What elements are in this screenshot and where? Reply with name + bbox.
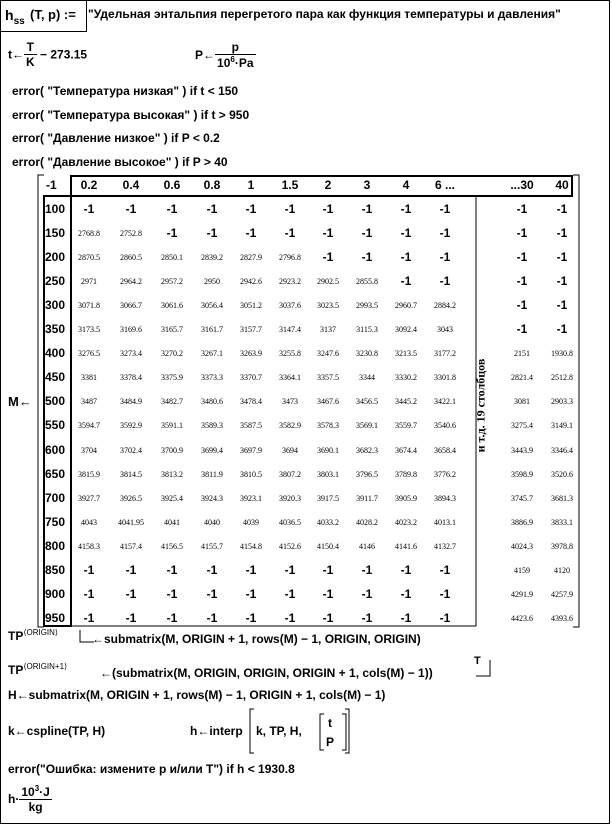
matrix-cell: -1 bbox=[206, 202, 218, 216]
matrix-cell: 3092.4 bbox=[395, 325, 417, 335]
matrix-cell: -1 bbox=[322, 250, 334, 265]
interp-vec-p: P bbox=[326, 735, 335, 749]
matrix-cell: 3161.7 bbox=[201, 325, 223, 335]
result-line[interactable]: h· $\frac{10^3\cdot J}{kg}$ bbox=[8, 784, 50, 814]
matrix-cell: 3177.2 bbox=[434, 349, 456, 359]
matrix-cell: 2964.2 bbox=[120, 277, 142, 287]
matrix-cell: 3789.8 bbox=[395, 469, 417, 479]
matrix-cell: -1 bbox=[166, 562, 178, 577]
matrix-cell: 3330.2 bbox=[395, 373, 417, 383]
matrix-header-cell: 0.8 bbox=[203, 178, 221, 192]
matrix-cell: -1 bbox=[439, 250, 451, 265]
matrix-row-temp: 600 bbox=[45, 442, 66, 457]
matrix-cell: 3924.3 bbox=[201, 493, 223, 503]
matrix-cell: -1 bbox=[516, 202, 528, 216]
matrix-cell: -1 bbox=[400, 226, 412, 241]
matrix-row-temp: 400 bbox=[45, 346, 66, 361]
matrix-cell: -1 bbox=[322, 562, 334, 577]
interp-vec-t: t bbox=[328, 716, 332, 730]
matrix-cell: 2839.2 bbox=[201, 253, 223, 263]
matrix-cell: 3569.1 bbox=[356, 421, 378, 431]
matrix-cell: -1 bbox=[284, 586, 296, 601]
matrix-cell: -1 bbox=[125, 610, 137, 625]
matrix-cell: 3473 bbox=[282, 397, 298, 407]
matrix-cell: 3810.5 bbox=[240, 469, 262, 479]
matrix-cell: 3165.7 bbox=[161, 325, 183, 335]
matrix-cell: 3443.9 bbox=[511, 445, 533, 455]
matrix-cell: 3056.4 bbox=[201, 301, 223, 311]
matrix-cell: 3694 bbox=[282, 445, 298, 455]
matrix-cell: 4023.2 bbox=[395, 517, 417, 527]
matrix-cell: -1 bbox=[516, 226, 528, 241]
error-pressure-low[interactable]: error( "Давление низкое" ) if P < 0.2 bbox=[12, 131, 220, 145]
matrix-cell: 4040 bbox=[204, 517, 220, 527]
matrix-cell: -1 bbox=[516, 274, 528, 289]
matrix-cell: -1 bbox=[361, 610, 373, 625]
matrix-cell: -1 bbox=[439, 610, 451, 625]
matrix-cell: -1 bbox=[400, 250, 412, 265]
matrix-cell: 3051.2 bbox=[240, 301, 262, 311]
matrix-cell: 3263.9 bbox=[240, 349, 262, 359]
matrix-row-temp: 550 bbox=[45, 418, 66, 433]
matrix-cell: 3346.4 bbox=[551, 445, 573, 455]
matrix-cell: 4152.6 bbox=[279, 541, 301, 551]
matrix-cell: 2870.5 bbox=[78, 253, 100, 263]
matrix-cell: 3520.6 bbox=[551, 469, 573, 479]
matrix-cell: 3061.6 bbox=[161, 301, 183, 311]
matrix-cell: 3267.1 bbox=[201, 349, 223, 359]
matrix-cell: 3578.3 bbox=[317, 421, 339, 431]
matrix-row-temp: 350 bbox=[45, 322, 66, 337]
matrix-cell: 3813.2 bbox=[161, 469, 183, 479]
matrix-cell: 3559.7 bbox=[395, 421, 417, 431]
matrix-row-temp: 450 bbox=[45, 370, 66, 385]
matrix-cell: 4150.4 bbox=[317, 541, 339, 551]
matrix-cell: 3811.9 bbox=[201, 469, 223, 479]
matrix-cell: 4120 bbox=[554, 565, 570, 575]
matrix-cell: 2850.1 bbox=[161, 253, 183, 263]
matrix-cell: 3467.6 bbox=[317, 397, 339, 407]
matrix-cell: -1 bbox=[400, 202, 412, 216]
matrix-cell: 4036.5 bbox=[279, 517, 301, 527]
matrix-row-temp: 500 bbox=[45, 394, 66, 409]
matrix-cell: 4393.6 bbox=[551, 613, 573, 623]
matrix-cell: 1930.8 bbox=[551, 349, 573, 359]
matrix-cell: -1 bbox=[322, 202, 334, 216]
matrix-cell: 3066.7 bbox=[120, 301, 142, 311]
matrix-cell: -1 bbox=[245, 562, 257, 577]
matrix-cell: 3484.9 bbox=[120, 397, 142, 407]
matrix-cell: 3043 bbox=[437, 325, 453, 335]
matrix-cell: 3023.5 bbox=[317, 301, 339, 311]
matrix-cell: -1 bbox=[83, 610, 95, 625]
function-title: "Удельная энтальпия перегретого пара как функция температуры и давления" bbox=[88, 7, 561, 21]
matrix-cell: 3833.1 bbox=[551, 517, 573, 527]
matrix-cell: 2971 bbox=[81, 277, 97, 287]
matrix-cell: 3375.9 bbox=[161, 373, 183, 383]
t-assignment[interactable]: t← $\frac{T}{K}$ − 273.15 bbox=[8, 40, 88, 69]
matrix-cell: 3926.5 bbox=[120, 493, 142, 503]
error-h-line[interactable]: error("Ошибка: измените р и/или Т") if h < 1930.8 bbox=[8, 762, 295, 776]
matrix-cell: -1 bbox=[206, 562, 218, 577]
error-temp-low[interactable]: error( "Температура низкая" ) if t < 150 bbox=[12, 84, 239, 98]
matrix-cell: 2827.9 bbox=[240, 253, 262, 263]
matrix-cell: 3157.7 bbox=[240, 325, 262, 335]
matrix-cell: 3925.4 bbox=[161, 493, 183, 503]
matrix-cell: 3700.9 bbox=[161, 445, 183, 455]
matrix-cell: 2821.4 bbox=[511, 373, 533, 383]
matrix-cell: 3301.8 bbox=[434, 373, 456, 383]
matrix-cell: -1 bbox=[556, 226, 568, 241]
matrix-cell: 3445.2 bbox=[395, 397, 417, 407]
matrix-cell: 2960.7 bbox=[395, 301, 417, 311]
matrix-cell: 3594.7 bbox=[78, 421, 100, 431]
matrix-row-temp: 950 bbox=[45, 610, 66, 625]
interp-args: k, TP, H, bbox=[256, 724, 302, 738]
matrix-row-temp: 750 bbox=[45, 514, 66, 529]
matrix-cell: 3381 bbox=[81, 373, 97, 383]
matrix-cell: -1 bbox=[166, 610, 178, 625]
matrix-cell: 3173.5 bbox=[78, 325, 100, 335]
matrix-row-temp: 200 bbox=[45, 250, 66, 265]
p-assignment[interactable]: P← $\frac{p}{10^6\cdot Pa}$ bbox=[195, 40, 254, 70]
matrix-row-temp: 800 bbox=[45, 538, 66, 553]
matrix-cell: 4028.2 bbox=[356, 517, 378, 527]
k-cspline-line[interactable]: k←cspline(TP, H) bbox=[8, 724, 106, 738]
matrix-cell: 3422.1 bbox=[434, 397, 456, 407]
transpose-arrow bbox=[470, 660, 496, 682]
matrix-cell: 2796.8 bbox=[279, 253, 301, 263]
matrix-cell: 3540.6 bbox=[434, 421, 456, 431]
matrix-header-cell: 6 ... bbox=[434, 178, 455, 192]
columns-note-text: и т.д. 19 столбцов bbox=[473, 358, 488, 453]
matrix-cell: -1 bbox=[439, 586, 451, 601]
matrix-cell: 3378.4 bbox=[120, 373, 142, 383]
matrix-cell: 3247.6 bbox=[317, 349, 339, 359]
h-submatrix-line[interactable]: H←submatrix(M, ORIGIN + 1, rows(M) − 1, ORIGIN + 1, cols(M) − 1) bbox=[8, 688, 386, 702]
matrix-cell: -1 bbox=[400, 274, 412, 289]
matrix-cell: 2993.5 bbox=[356, 301, 378, 311]
matrix-cell: -1 bbox=[284, 610, 296, 625]
matrix-cell: 4146 bbox=[359, 541, 375, 551]
matrix-cell: 3591.1 bbox=[161, 421, 183, 431]
matrix-cell: 2957.2 bbox=[161, 277, 183, 287]
matrix-cell: 3745.7 bbox=[511, 493, 533, 503]
matrix-header-cell: 1.5 bbox=[281, 178, 299, 192]
matrix-cell: -1 bbox=[322, 586, 334, 601]
matrix-cell: 4157.4 bbox=[120, 541, 142, 551]
matrix-cell: -1 bbox=[206, 226, 218, 241]
columns-note bbox=[474, 330, 488, 480]
matrix-cell: -1 bbox=[556, 274, 568, 289]
matrix-cell: -1 bbox=[245, 610, 257, 625]
matrix-cell: 3270.2 bbox=[161, 349, 183, 359]
matrix-label: M← bbox=[8, 394, 32, 409]
matrix-cell: 4291.9 bbox=[511, 589, 533, 599]
matrix-row-temp: 150 bbox=[45, 226, 66, 241]
matrix-cell: 3137 bbox=[320, 325, 336, 335]
matrix-row-temp: 850 bbox=[45, 562, 66, 577]
matrix-row-temp: 700 bbox=[45, 490, 66, 505]
matrix-cell: -1 bbox=[516, 250, 528, 265]
matrix-cell: 2860.5 bbox=[120, 253, 142, 263]
matrix-cell: 3273.4 bbox=[120, 349, 142, 359]
matrix-cell: 3480.6 bbox=[201, 397, 223, 407]
matrix-cell: 3147.4 bbox=[279, 325, 301, 335]
matrix-row-temp: 300 bbox=[45, 298, 66, 313]
matrix-cell: -1 bbox=[83, 586, 95, 601]
matrix-cell: 4132.7 bbox=[434, 541, 456, 551]
matrix-header-cell: 0.2 bbox=[80, 178, 98, 192]
matrix-cell: 4043 bbox=[81, 517, 97, 527]
tp-origin-line[interactable]: $TP^{⟨ORIGIN⟩}$ bbox=[8, 628, 59, 643]
matrix-cell: -1 bbox=[556, 322, 568, 337]
matrix-cell: 4039 bbox=[243, 517, 259, 527]
matrix-cell: 3905.9 bbox=[395, 493, 417, 503]
matrix-cell: 3658.4 bbox=[434, 445, 456, 455]
matrix-cell: 3697.9 bbox=[240, 445, 262, 455]
matrix-cell: 3169.6 bbox=[120, 325, 142, 335]
matrix-cell: 4257.9 bbox=[551, 589, 573, 599]
matrix-cell: 2950 bbox=[204, 277, 220, 287]
matrix-row-temp: 100 bbox=[45, 202, 66, 216]
matrix-cell: 3037.6 bbox=[279, 301, 301, 311]
matrix-cell: 3213.5 bbox=[395, 349, 417, 359]
matrix-header-cell: 3 bbox=[363, 178, 371, 192]
matrix-cell: -1 bbox=[166, 586, 178, 601]
tp-origin1-rhs: ←(submatrix(M, ORIGIN, ORIGIN, ORIGIN + 1, cols(M) − 1)) bbox=[100, 666, 433, 680]
matrix-cell: -1 bbox=[556, 250, 568, 265]
matrix-cell: 3582.9 bbox=[279, 421, 301, 431]
matrix-cell: 3370.7 bbox=[240, 373, 262, 383]
matrix-cell: -1 bbox=[245, 202, 257, 216]
matrix-cell: 3081 bbox=[514, 397, 530, 407]
matrix-cell: 2752.8 bbox=[120, 229, 142, 239]
matrix-cell: 2855.8 bbox=[356, 277, 378, 287]
matrix-cell: -1 bbox=[400, 562, 412, 577]
matrix-cell: -1 bbox=[83, 562, 95, 577]
matrix-cell: -1 bbox=[361, 202, 373, 216]
matrix-cell: 3920.3 bbox=[279, 493, 301, 503]
matrix-header-cell: ...30 bbox=[510, 178, 534, 192]
matrix-cell: -1 bbox=[284, 226, 296, 241]
interp-func: h←interp bbox=[190, 724, 243, 738]
matrix-cell: -1 bbox=[245, 226, 257, 241]
matrix-cell: -1 bbox=[245, 586, 257, 601]
matrix-cell: 4013.1 bbox=[434, 517, 456, 527]
matrix-cell: 4156.5 bbox=[161, 541, 183, 551]
matrix-cell: 2923.2 bbox=[279, 277, 301, 287]
matrix-cell: 4141.6 bbox=[395, 541, 417, 551]
matrix-header-cell: 1 bbox=[247, 178, 255, 192]
matrix-cell: -1 bbox=[284, 202, 296, 216]
matrix-cell: 3682.3 bbox=[356, 445, 378, 455]
matrix-cell: 3796.5 bbox=[356, 469, 378, 479]
matrix-cell: 3598.9 bbox=[511, 469, 533, 479]
matrix-cell: 3923.1 bbox=[240, 493, 262, 503]
matrix-cell: 3115.3 bbox=[356, 325, 378, 335]
matrix-cell: 3230.8 bbox=[356, 349, 378, 359]
matrix-cell: 3894.3 bbox=[434, 493, 456, 503]
matrix-cell: -1 bbox=[439, 562, 451, 577]
matrix-row-temp: 900 bbox=[45, 586, 66, 601]
matrix-header-cell: 4 bbox=[402, 178, 410, 192]
matrix-cell: 3674.4 bbox=[395, 445, 417, 455]
error-pressure-high[interactable]: error( "Давление высокое" ) if P > 40 bbox=[12, 155, 228, 169]
matrix-cell: 2884.2 bbox=[434, 301, 456, 311]
matrix-cell: 3589.3 bbox=[201, 421, 223, 431]
matrix-cell: 3702.4 bbox=[120, 445, 142, 455]
function-name: $h_{ss}$ bbox=[5, 7, 25, 27]
matrix-cell: 3275.4 bbox=[511, 421, 533, 431]
matrix-cell: -1 bbox=[125, 586, 137, 601]
matrix-cell: -1 bbox=[516, 298, 528, 313]
matrix-cell: 3149.1 bbox=[551, 421, 573, 431]
matrix-row-temp: 250 bbox=[45, 274, 66, 289]
matrix-cell: -1 bbox=[400, 610, 412, 625]
matrix-cell: 3911.7 bbox=[356, 493, 378, 503]
matrix-cell: -1 bbox=[439, 226, 451, 241]
matrix-cell: 3681.3 bbox=[551, 493, 573, 503]
matrix-cell: 4041 bbox=[164, 517, 180, 527]
matrix-cell: 3364.1 bbox=[279, 373, 301, 383]
tp-origin-rhs: ←submatrix(M, ORIGIN + 1, rows(M) − 1, ORIGIN, ORIGIN) bbox=[92, 632, 421, 646]
matrix-corner: -1 bbox=[46, 178, 57, 192]
matrix-cell: 3699.4 bbox=[201, 445, 223, 455]
matrix-cell: 4155.7 bbox=[201, 541, 223, 551]
matrix-header-cell: 40 bbox=[555, 178, 569, 192]
matrix-cell: 4423.6 bbox=[511, 613, 533, 623]
matrix-cell: 3276.5 bbox=[78, 349, 100, 359]
matrix-cell: 4158.3 bbox=[78, 541, 100, 551]
matrix-cell: -1 bbox=[322, 226, 334, 241]
matrix-cell: 3704 bbox=[81, 445, 97, 455]
matrix-cell: -1 bbox=[556, 202, 568, 216]
matrix-cell: 3803.1 bbox=[317, 469, 339, 479]
matrix-cell: 2151 bbox=[514, 349, 530, 359]
tp-origin1-line[interactable]: $TP^{⟨ORIGIN+1⟩}$ bbox=[8, 662, 68, 677]
matrix-header-cell: 0.6 bbox=[163, 178, 181, 192]
matrix-cell: 3478.4 bbox=[240, 397, 262, 407]
function-args: (T, p) := bbox=[30, 7, 76, 22]
matrix-cell: -1 bbox=[125, 562, 137, 577]
matrix-cell: 3344 bbox=[359, 373, 375, 383]
matrix-cell: 4159 bbox=[514, 565, 530, 575]
matrix-cell: -1 bbox=[361, 562, 373, 577]
matrix-cell: -1 bbox=[361, 250, 373, 265]
matrix-cell: 3373.3 bbox=[201, 373, 223, 383]
matrix-cell: 3927.7 bbox=[78, 493, 100, 503]
matrix-cell: 3255.8 bbox=[279, 349, 301, 359]
matrix-cell: 2512.8 bbox=[551, 373, 573, 383]
matrix-cell: 3776.2 bbox=[434, 469, 456, 479]
matrix-cell: -1 bbox=[516, 322, 528, 337]
matrix-cell: -1 bbox=[206, 586, 218, 601]
matrix-cell: 2902.5 bbox=[317, 277, 339, 287]
matrix-cell: 3815.9 bbox=[78, 469, 100, 479]
matrix-header-cell: 0.4 bbox=[122, 178, 140, 192]
matrix-cell: -1 bbox=[361, 586, 373, 601]
matrix-cell: -1 bbox=[439, 274, 451, 289]
matrix-cell: 3592.9 bbox=[120, 421, 142, 431]
matrix-cell: 3071.8 bbox=[78, 301, 100, 311]
matrix-cell: 4033.2 bbox=[317, 517, 339, 527]
matrix-cell: 4024.3 bbox=[511, 541, 533, 551]
matrix-cell: 4041.95 bbox=[118, 517, 144, 527]
matrix-cell: 3487 bbox=[81, 397, 97, 407]
matrix-cell: 3807.2 bbox=[279, 469, 301, 479]
matrix-cell: -1 bbox=[83, 202, 95, 216]
matrix-cell: -1 bbox=[166, 202, 178, 216]
matrix-cell: 3357.5 bbox=[317, 373, 339, 383]
matrix-cell: -1 bbox=[439, 202, 451, 216]
matrix-cell: -1 bbox=[125, 202, 137, 216]
matrix-header-cell: 2 bbox=[324, 178, 332, 192]
matrix-cell: 3978.8 bbox=[551, 541, 573, 551]
matrix-cell: 3482.7 bbox=[161, 397, 183, 407]
matrix-cell: 3917.5 bbox=[317, 493, 339, 503]
matrix-cell: 3814.5 bbox=[120, 469, 142, 479]
matrix-cell: 2768.8 bbox=[78, 229, 100, 239]
matrix-cell: 3886.9 bbox=[511, 517, 533, 527]
matrix-cell: -1 bbox=[284, 562, 296, 577]
matrix-cell: 2942.6 bbox=[240, 277, 262, 287]
matrix-row-temp: 650 bbox=[45, 466, 66, 481]
matrix-cell: -1 bbox=[206, 610, 218, 625]
matrix-cell: -1 bbox=[400, 586, 412, 601]
matrix-cell: 3456.5 bbox=[356, 397, 378, 407]
transpose-mark: T bbox=[474, 655, 481, 667]
error-temp-high[interactable]: error( "Температура высокая" ) if t > 950 bbox=[12, 108, 250, 122]
matrix-cell: 2903.3 bbox=[551, 397, 573, 407]
matrix-cell: -1 bbox=[556, 298, 568, 313]
matrix-cell: 3690.1 bbox=[317, 445, 339, 455]
matrix-cell: -1 bbox=[322, 610, 334, 625]
matrix-cell: 3587.5 bbox=[240, 421, 262, 431]
matrix-cell: -1 bbox=[361, 226, 373, 241]
matrix-cell: 4154.8 bbox=[240, 541, 262, 551]
matrix-cell: -1 bbox=[166, 226, 178, 241]
